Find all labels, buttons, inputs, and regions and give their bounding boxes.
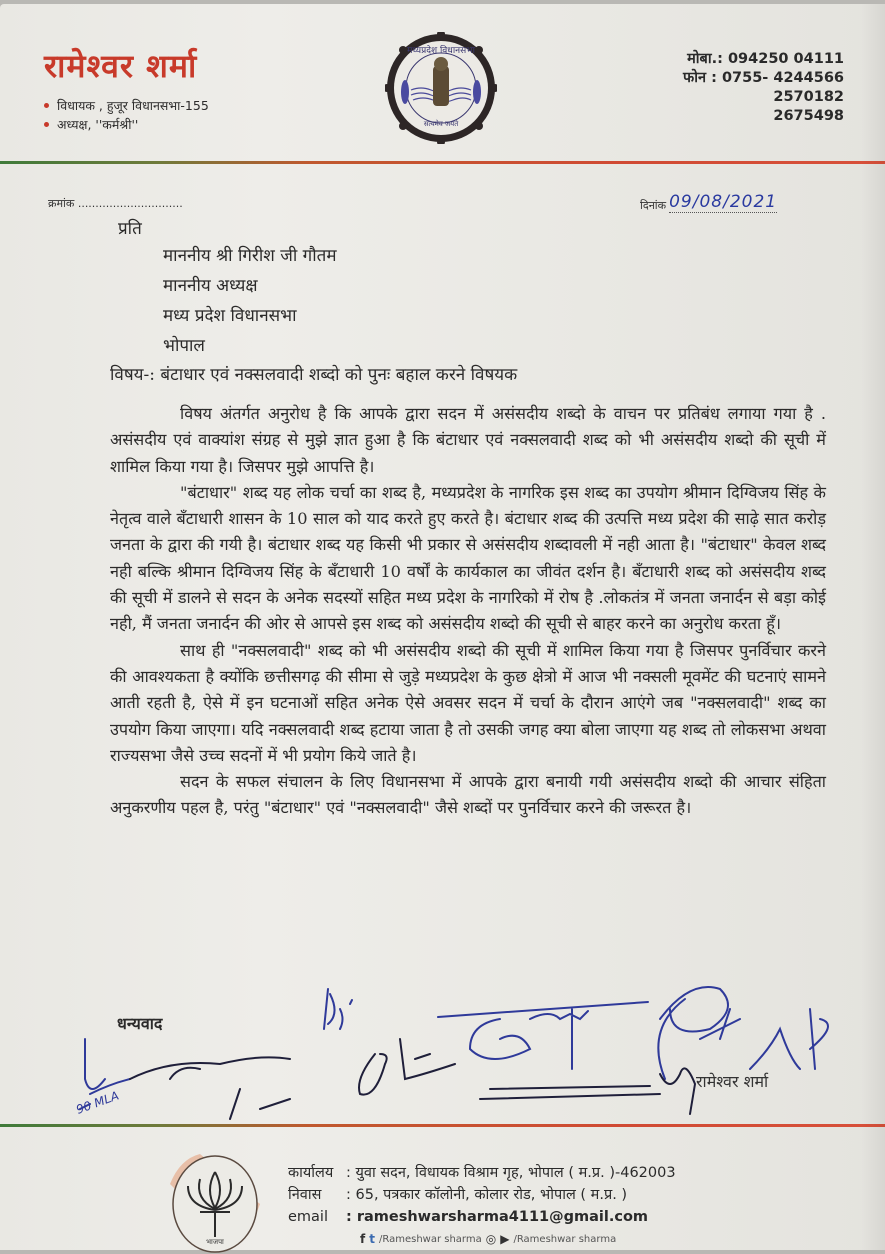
email-address: : rameshwarsharma4111@gmail.com — [346, 1209, 649, 1225]
closing-thanks: धन्यवाद — [117, 1014, 163, 1033]
phone-line: 2675498 — [773, 108, 844, 124]
residence-address: निवास : 65, पत्रकार कॉलोनी, कोलार रोड, भोपाल ( म.प्र. ) — [288, 1187, 628, 1203]
youtube-icon: ▶ — [500, 1232, 510, 1246]
body-paragraph: सदन के सफल संचालन के लिए विधानसभा में आपके द्वारा बनायी गयी असंसदीय शब्दो की आचार संहिता अनुकरणीय पहल है, परंतु "बंटाधार" एवं "नक्सलवादी" जैसे शब्दों पर पुनर्विचार करने की जरूरत है। — [110, 772, 826, 818]
phone-line: फोन : 0755- 4244566 — [683, 70, 844, 86]
designation-item: विधायक , हुजूर विधानसभा-155 — [44, 96, 209, 115]
bullet-icon — [44, 103, 49, 108]
office-address: कार्यालय : युवा सदन, विधायक विश्राम गृह, भोपाल ( म.प्र. )-462003 — [288, 1165, 676, 1181]
reference-number-label: क्रमांक .............................. — [48, 197, 183, 210]
bjp-lotus-logo-icon — [160, 1144, 270, 1254]
signatures-icon — [60, 979, 885, 1129]
mobile-number: 094250 04111 — [727, 51, 844, 67]
instagram-icon: ◎ — [485, 1232, 497, 1246]
svg-text:मध्यप्रदेश विधानसभा: मध्यप्रदेश विधानसभा — [407, 46, 475, 56]
footer-divider — [0, 1124, 885, 1127]
svg-text:सत्यमेव जयते: सत्यमेव जयते — [423, 120, 459, 128]
recipient-address: माननीय श्री गिरीश जी गौतम माननीय अध्यक्ष मध्य प्रदेश विधानसभा भोपाल — [163, 246, 337, 356]
body-paragraph: साथ ही "नक्सलवादी" शब्द को भी असंसदीय शब्दो की सूची में शामिल किया गया है जिसपर पुनर्विचार करने की आवश्यकता है क्योंकि छत्तीसगढ़ की सीमा से जुड़े मध्यप्रदेश के कुछ क्षेत्रो में आज भी नक्सली मूवमेंट की घटनाएं सामने आती रहती है, ऐसे में इन घटनाओं सहित अनेक ऐसे अवसर सदन में चर्चा के दौरान आएंगे जब "नक्सलवादी" शब्द का उपयोग किया जाएगा। यदि नक्सलवादी शब्द हटाया जाता है तो उसकी जगह क्या बोला जाएगा यह शब्द तो लोकसभा अथवा राज्यसभा जैसे उच्च सदनों में भी प्रयोग किये जाते है। — [110, 640, 826, 765]
email-line: email : rameshwarsharma4111@gmail.com — [288, 1206, 676, 1228]
letter-body — [110, 401, 826, 822]
social-handles: f t /Rameshwar sharma ◎ ▶ /Rameshwar sharma — [360, 1232, 617, 1246]
twitter-icon: t — [369, 1232, 375, 1246]
to-label: प्रति — [118, 219, 142, 239]
subject-line: विषय-: बंटाधार एवं नक्सलवादी शब्दो को पुनः बहाल करने विषयक — [110, 365, 518, 385]
signatory-name: रामेश्वर शर्मा — [696, 1072, 769, 1091]
designation-item: अध्यक्ष, ''कर्मश्री'' — [44, 115, 209, 134]
facebook-icon: f — [360, 1232, 366, 1246]
letter-paper — [0, 4, 885, 1250]
svg-text:भाजपा: भाजपा — [206, 1238, 224, 1246]
body-paragraph: "बंटाधार" शब्द यह लोक चर्चा का शब्द है, मध्यप्रदेश के नागरिक इस शब्द का उपयोग श्रीमान दिग्विजय सिंह के नेतृत्व वाले बँटाधारी शासन के 10 साल को याद करते हुए करते है। बंटाधार शब्द की उत्पत्ति मध्य प्रदेश की साढ़े सात करोड़ जनता के द्वारा की गयी है। बंटाधार शब्द यह किसी भी प्रकार से असंसदीय शब्दावली में नही आता है। "बंटाधार" केवल शब्द नही बल्कि श्रीमान दिग्विजय सिंह के बँटाधारी 10 वर्षों के कार्यकाल का जीवंत दर्शन है। बँटाधारी शब्द को असंसदीय शब्द की सूची में डालने से सदन के अनेक सदस्यों सहित मध्य प्रदेश के नागरिको में रोष है .लोकतंत्र में जनता जनार्दन से बड़ा कोई नही, मैं जनता जनार्दन की ओर से आपसे इस शब्द को असंसदीय शब्दो की सूची से बाहर करने का अनुरोध करता हूँ। — [110, 482, 826, 634]
mobile-line: मोबा.: 094250 04111 — [687, 51, 844, 67]
designation-list — [44, 96, 209, 134]
phone-line: 2570182 — [773, 89, 844, 105]
letterhead-name: रामेश्वर शर्मा — [44, 47, 198, 85]
svg-text:90 MLA: 90 MLA — [74, 1088, 121, 1117]
vidhansabha-seal-icon — [385, 32, 497, 144]
bullet-icon — [44, 122, 49, 127]
header-divider — [0, 161, 885, 164]
date-field: दिनांक 09/08/2021 — [640, 192, 778, 212]
body-paragraph: विषय अंतर्गत अनुरोध है कि आपके द्वारा सदन में असंसदीय शब्दो के वाचन पर प्रतिबंध लगाया गया है . असंसदीय एवं वाक्यांश संग्रह से मुझे ज्ञात हुआ है कि बंटाधार एवं नक्सलवादी शब्द को भी असंसदीय शब्दो की सूची में शामिल किया गया है। जिसपर मुझे आपत्ति है। — [110, 404, 826, 476]
handwritten-date: 09/08/2021 — [669, 192, 778, 212]
contact-block — [683, 50, 844, 126]
footer-address — [288, 1162, 676, 1228]
